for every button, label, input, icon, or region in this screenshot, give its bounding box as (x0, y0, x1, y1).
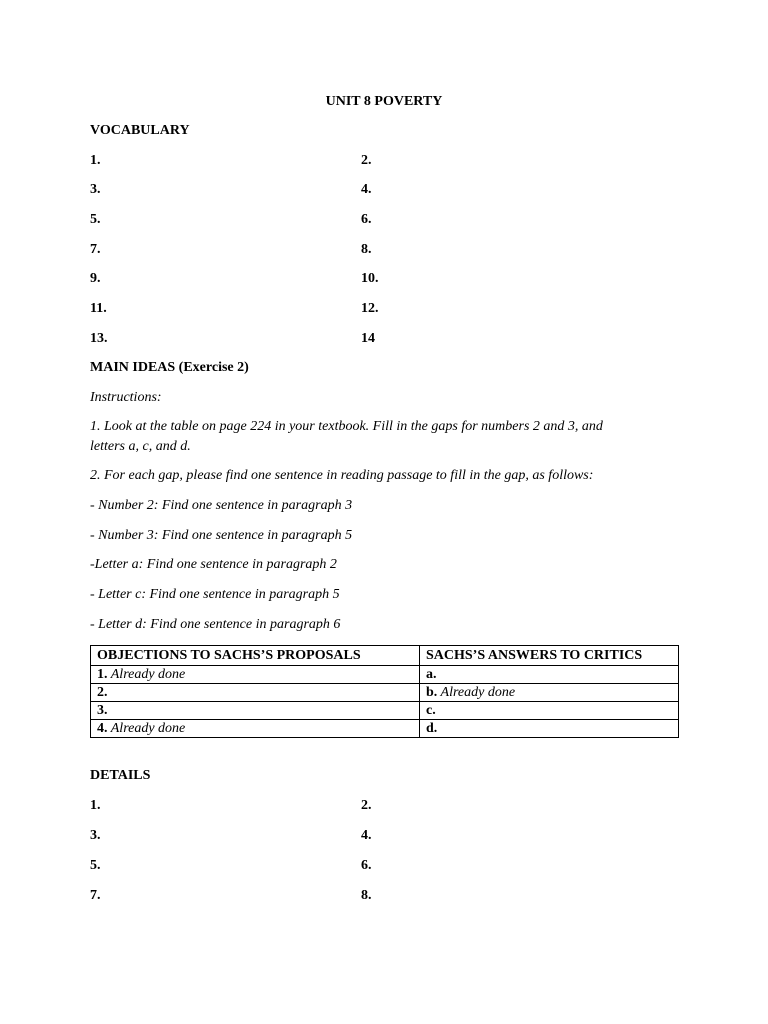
instructions-label: Instructions: (90, 390, 162, 405)
table-row (91, 666, 679, 684)
row-text: Already done (107, 720, 186, 736)
vocab-item: 1. (90, 153, 101, 168)
vocab-item: 3. (90, 182, 101, 197)
vocab-item: 2. (361, 153, 372, 168)
table-cell[interactable] (91, 720, 420, 738)
page-title: UNIT 8 POVERTY (325, 94, 443, 109)
details-item: 8. (361, 888, 372, 903)
table-cell[interactable] (420, 702, 679, 720)
table-header-objections: OBJECTIONS TO SACHS’S PROPOSALS (91, 646, 420, 666)
vocab-item: 4. (361, 182, 372, 197)
instruction-bullet: - Letter d: Find one sentence in paragraph 6 (90, 617, 341, 632)
details-item: 7. (90, 888, 101, 903)
details-item: 1. (90, 798, 101, 813)
instruction-bullet: - Letter c: Find one sentence in paragraph 5 (90, 587, 340, 602)
table-cell[interactable] (420, 684, 679, 702)
details-item: 6. (361, 858, 372, 873)
row-number: 1. (97, 666, 108, 682)
instruction-bullet: - Number 2: Find one sentence in paragraph 3 (90, 498, 353, 513)
table-cell[interactable] (91, 684, 420, 702)
row-letter: b. (426, 684, 438, 700)
vocab-item: 9. (90, 271, 101, 286)
instruction-bullet: -Letter a: Find one sentence in paragraph 2 (90, 557, 337, 572)
row-text: Already done (107, 666, 186, 682)
vocab-item: 7. (90, 242, 101, 257)
vocab-item: 10. (361, 271, 379, 286)
details-item: 2. (361, 798, 372, 813)
main-ideas-heading: MAIN IDEAS (Exercise 2) (90, 360, 249, 375)
table-cell[interactable] (420, 666, 679, 684)
table-cell[interactable] (91, 666, 420, 684)
vocab-item: 13. (90, 331, 108, 346)
details-heading: DETAILS (90, 768, 151, 783)
table-row (91, 720, 679, 738)
details-item: 3. (90, 828, 101, 843)
row-number: 2. (97, 684, 108, 700)
vocabulary-heading: VOCABULARY (90, 123, 190, 138)
instruction-line: 1. Look at the table on page 224 in your textbook. Fill in the gaps for numbers 2 and 3, and (90, 419, 603, 434)
vocab-item: 12. (361, 301, 379, 316)
instruction-line: 2. For each gap, please find one sentence in reading passage to fill in the gap, as follows: (90, 468, 594, 483)
row-letter: a. (426, 666, 437, 682)
row-letter: c. (426, 702, 436, 718)
table-cell[interactable] (420, 720, 679, 738)
row-number: 3. (97, 702, 108, 718)
row-text: Already done (437, 684, 516, 700)
vocab-item: 8. (361, 242, 372, 257)
vocab-item: 6. (361, 212, 372, 227)
instruction-bullet: - Number 3: Find one sentence in paragraph 5 (90, 528, 353, 543)
row-number: 4. (97, 720, 108, 736)
instruction-line: letters a, c, and d. (90, 439, 191, 454)
table-header-row (91, 646, 679, 666)
row-letter: d. (426, 720, 438, 736)
vocab-item: 5. (90, 212, 101, 227)
details-item: 5. (90, 858, 101, 873)
details-item: 4. (361, 828, 372, 843)
table-row (91, 702, 679, 720)
vocab-item: 11. (90, 301, 107, 316)
table-header-answers: SACHS’S ANSWERS TO CRITICS (420, 646, 679, 666)
vocab-item: 14 (361, 331, 375, 346)
table-row (91, 684, 679, 702)
table-cell[interactable] (91, 702, 420, 720)
main-ideas-table (90, 645, 679, 738)
